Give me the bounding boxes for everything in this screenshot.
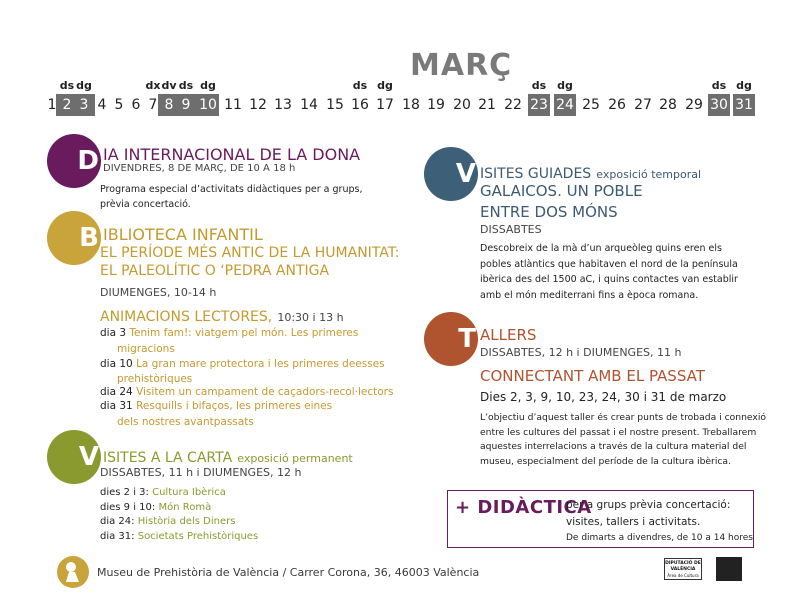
carta-item-day: dia 31: bbox=[100, 530, 135, 542]
calendar-day: 18 bbox=[402, 97, 420, 113]
diputacio-logo bbox=[664, 558, 702, 580]
carta-item-text: Societats Prehistòriques bbox=[137, 530, 259, 542]
calendar-day: 30 bbox=[708, 94, 730, 116]
biblioteca-item-text: La gran mare protectora i les primeres deesses bbox=[136, 358, 385, 370]
dona-title: IA INTERNACIONAL DE LA DONA bbox=[103, 145, 361, 164]
biblioteca-item-cont: dels nostres avantpassats bbox=[117, 416, 254, 428]
biblioteca-item bbox=[100, 400, 332, 412]
guiades-desc-line: ibèrica des del 1500 aC, i quins contactes van establir bbox=[480, 274, 738, 285]
carta-item-text: Història dels Diners bbox=[137, 516, 236, 527]
calendar-weekday: dg bbox=[200, 79, 216, 92]
calendar-day: 5 bbox=[114, 97, 124, 113]
biblioteca-line2: EL PALEOLÍTIC O ‘PEDRA ANTIGA bbox=[100, 263, 330, 279]
guiades-line1: GALAICOS. UN POBLE bbox=[480, 182, 643, 200]
guiades-schedule: DISSABTES bbox=[480, 223, 542, 236]
calendar-day: 22 bbox=[504, 97, 522, 113]
calendar-weekday: dg bbox=[377, 79, 393, 92]
calendar-day: 12 bbox=[249, 97, 267, 113]
calendar-day: 24 bbox=[554, 94, 576, 116]
tallers-desc-line: museu, especialment del període de la cultura ibèrica. bbox=[480, 455, 731, 467]
guiades-line2: ENTRE DOS MÓNS bbox=[480, 203, 618, 221]
carta-schedule: DISSABTES, 11 h i DIUMENGES, 12 h bbox=[100, 466, 302, 479]
tallers-subtitle: CONNECTANT AMB EL PASSAT bbox=[480, 367, 705, 385]
calendar-day: 20 bbox=[453, 97, 471, 113]
guiades-desc-line: amb el món mediterrani fins a època romana. bbox=[480, 289, 699, 301]
guiades-desc-line: pobles atlàntics que habitaven el nord de la península bbox=[480, 258, 738, 270]
carta-item bbox=[100, 502, 211, 513]
tallers-schedule: DISSABTES, 12 h i DIUMENGES, 11 h bbox=[480, 346, 682, 359]
diputacio-logo-sub: Àrea de Cultura bbox=[667, 573, 699, 578]
animacions-title: ANIMACIONS LECTORES, bbox=[100, 309, 273, 325]
biblioteca-item-cont: prehistòriques bbox=[117, 373, 193, 385]
calendar-day: 21 bbox=[478, 97, 496, 113]
tallers-desc-line: L’objectiu d’aquest taller és crear punts de trobada i connexió bbox=[480, 412, 767, 423]
carta-item-text: Món Romà bbox=[158, 501, 212, 513]
carta-badge bbox=[47, 430, 101, 484]
carta-item bbox=[100, 516, 235, 527]
guiades-desc-line: Descobreix de la mà d’un arqueòleg quins eren els bbox=[480, 243, 722, 254]
biblioteca-item bbox=[100, 358, 385, 370]
tallers-dates: Dies 2, 3, 9, 10, 23, 24, 30 i 31 de marzo bbox=[480, 390, 727, 404]
calendar-day: 10 bbox=[197, 94, 219, 116]
calendar-day: 17 bbox=[376, 97, 394, 113]
animacions-time: 10:30 i 13 h bbox=[277, 311, 344, 324]
calendar-weekday: ds bbox=[59, 79, 75, 92]
calendar-day: 31 bbox=[733, 94, 755, 116]
calendar-day: 11 bbox=[224, 97, 242, 113]
calendar-day: 13 bbox=[274, 97, 292, 113]
calendar-day: 6 bbox=[131, 97, 141, 113]
tallers-initial: T bbox=[458, 324, 476, 354]
dona-desc-1: Programa especial d’activitats didàctiques per a grups, bbox=[100, 184, 363, 195]
calendar-day: 2 bbox=[56, 94, 78, 116]
calendar-day: 27 bbox=[634, 97, 652, 113]
calendar-weekday: ds bbox=[352, 79, 368, 92]
animacions-heading bbox=[100, 306, 344, 325]
guiades-title: ISITES GUIADES bbox=[480, 166, 592, 182]
biblioteca-item bbox=[100, 386, 393, 398]
biblioteca-title: IBLIOTECA INFANTIL bbox=[103, 225, 263, 244]
carta-title: ISITES A LA CARTA bbox=[103, 450, 233, 466]
calendar-weekday: ds bbox=[178, 79, 194, 92]
didactica-box bbox=[447, 490, 754, 548]
diputacio-logo-text: DIPUTACIÓ DE VALÈNCIA bbox=[665, 561, 701, 572]
calendar-day: 1 bbox=[47, 97, 57, 113]
calendar-weekday: ds bbox=[531, 79, 547, 92]
biblioteca-item-day: dia 31 bbox=[100, 400, 133, 412]
carta-heading bbox=[103, 447, 353, 466]
footer-address: Museu de Prehistòria de València / Carrer Corona, 36, 46003 València bbox=[97, 566, 480, 579]
guiades-badge bbox=[424, 147, 478, 201]
tallers-desc-line: aquestes interrelacions a través de la cultura material del bbox=[480, 441, 747, 452]
calendar-weekday: ds bbox=[711, 79, 727, 92]
calendar-day: 9 bbox=[175, 94, 197, 116]
dona-desc-2: prèvia concertació. bbox=[100, 199, 191, 210]
didactica-label: + DIDÀCTICA bbox=[455, 497, 592, 518]
calendar-weekday: dv bbox=[161, 79, 177, 92]
museum-logo-icon bbox=[57, 556, 89, 588]
didactica-line2: visites, tallers i activitats. bbox=[566, 516, 701, 528]
calendar-day: 25 bbox=[582, 97, 600, 113]
didactica-line3: De dimarts a divendres, de 10 a 14 hores bbox=[566, 533, 753, 543]
biblioteca-item-day: dia 24 bbox=[100, 386, 133, 398]
biblioteca-badge bbox=[47, 211, 101, 265]
calendar-day: 7 bbox=[148, 97, 158, 113]
cultura-logo-icon bbox=[716, 557, 742, 581]
carta-tag: exposició permanent bbox=[237, 452, 353, 465]
carta-item-day: dies 9 i 10: bbox=[100, 501, 156, 513]
guiades-heading bbox=[480, 163, 701, 182]
dona-date: DIVENDRES, 8 DE MARÇ, DE 10 A 18 h bbox=[103, 163, 296, 174]
biblioteca-item-text: Tenim fam!: viatgem pel món. Les primeres bbox=[129, 327, 359, 339]
month-title: MARÇ bbox=[410, 48, 513, 83]
biblioteca-item-text: Visitem un campament de caçadors-recol·lectors bbox=[136, 386, 394, 398]
calendar-weekday: dg bbox=[736, 79, 752, 92]
tallers-desc-line: entre les cultures del passat i el nostre present. Treballarem bbox=[480, 426, 757, 438]
biblioteca-item-text: Resquills i bifaços, les primeres eines bbox=[136, 400, 333, 412]
biblioteca-item-day: dia 3 bbox=[100, 327, 127, 339]
calendar-day: 3 bbox=[73, 94, 95, 116]
carta-initial: V bbox=[78, 442, 99, 472]
tallers-badge bbox=[424, 312, 478, 366]
calendar-weekday: dg bbox=[557, 79, 573, 92]
calendar-day: 15 bbox=[326, 97, 344, 113]
calendar-day: 28 bbox=[659, 97, 677, 113]
tallers-title: ALLERS bbox=[480, 326, 537, 344]
calendar-day: 14 bbox=[300, 97, 318, 113]
carta-item-day: dies 2 i 3: bbox=[100, 487, 149, 498]
biblioteca-schedule: DIUMENGES, 10-14 h bbox=[100, 286, 217, 299]
calendar-day: 4 bbox=[97, 97, 107, 113]
didactica-line1: per a grups prèvia concertació: bbox=[566, 499, 731, 511]
carta-item-text: Cultura Ibèrica bbox=[152, 487, 226, 498]
calendar-day: 8 bbox=[158, 94, 180, 116]
biblioteca-item-day: dia 10 bbox=[100, 358, 133, 370]
calendar-day: 19 bbox=[427, 97, 445, 113]
biblioteca-line1: EL PERÍODE MÉS ANTIC DE LA HUMANITAT: bbox=[100, 245, 400, 261]
museum-logo bbox=[57, 556, 89, 588]
calendar-weekday: dx bbox=[145, 79, 161, 92]
calendar-day: 29 bbox=[685, 97, 703, 113]
calendar-day: 26 bbox=[608, 97, 626, 113]
calendar-day: 23 bbox=[528, 94, 550, 116]
carta-item bbox=[100, 487, 226, 498]
guiades-initial: V bbox=[455, 159, 476, 189]
calendar-day: 16 bbox=[351, 97, 369, 113]
carta-item-day: dia 24: bbox=[100, 516, 135, 527]
biblioteca-item bbox=[100, 327, 358, 339]
calendar-weekday: dg bbox=[76, 79, 92, 92]
dona-initial: D bbox=[77, 146, 99, 176]
biblioteca-initial: B bbox=[79, 223, 99, 253]
dona-badge bbox=[47, 134, 101, 188]
carta-item bbox=[100, 531, 258, 542]
guiades-tag: exposició temporal bbox=[596, 168, 702, 181]
biblioteca-item-cont: migracions bbox=[117, 343, 175, 355]
